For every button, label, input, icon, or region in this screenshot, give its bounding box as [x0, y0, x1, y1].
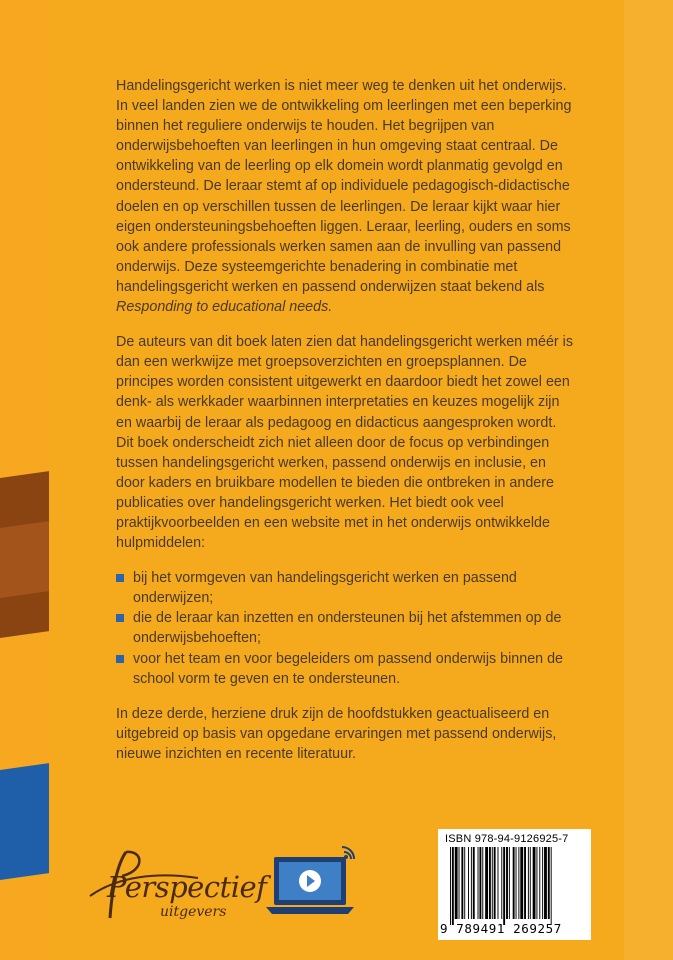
barcode-bar	[485, 847, 488, 919]
laptop-video-icon	[264, 841, 359, 921]
barcode-bar	[482, 847, 483, 919]
barcode-bar	[479, 847, 481, 919]
barcode-bar	[494, 847, 496, 919]
barcode-bar	[528, 847, 529, 919]
barcode-bar	[551, 847, 552, 925]
barcode-bar	[506, 847, 508, 919]
isbn-label: ISBN 978-94-9126925-7	[445, 833, 569, 845]
barcode-bar	[492, 847, 493, 919]
barcode-bar	[501, 847, 502, 919]
barcode-bar	[544, 847, 547, 919]
barcode-bar	[468, 847, 469, 919]
barcode-bar	[539, 847, 540, 919]
barcode-bar	[548, 847, 550, 919]
bullet-item: bij het vormgeven van handelingsgericht werken en passend onderwijzen;	[116, 568, 576, 608]
barcode-bar	[461, 847, 463, 919]
paragraph-2: De auteurs van dit boek laten zien dat handelingsgericht werken méér is dan een werkwijze met groepsoverzichten en groepsplannen. De principes worden consistent uitgewerkt en daardoor biedt het zowel een denk- als werkkader waarbinnen interpretaties en keuzes mogelijk zijn en waarbij de leraar als pedagoog en didacticus aangesproken wordt. Dit boek onderscheidt zich niet alleen door de focus op verbindingen tussen handelingsgericht werken, passend onderwijs en inclusie, en door kaders en bruikbare modellen te bieden die ontbreken in andere publicaties over handelingsgericht werken. Het biedt ook veel praktijkvoorbeelden en een website met in het onderwijs ontwikkelde hulpmiddelen:	[116, 334, 573, 552]
barcode-bar	[533, 847, 536, 919]
paragraph-1-italic: Responding to educational needs.	[116, 299, 333, 316]
bullet-item: die de leraar kan inzetten en ondersteunen bij het afstemmen op de onderwijsbehoeften;	[116, 608, 576, 648]
barcode-bar	[473, 847, 475, 919]
bullet-list	[116, 568, 576, 689]
barcode-bar	[498, 847, 499, 919]
barcode-bar	[520, 847, 523, 919]
back-cover-text	[116, 76, 576, 779]
barcode-bar	[455, 847, 458, 919]
barcode-bar	[518, 847, 519, 919]
barcode-bar	[450, 847, 451, 925]
publisher-subtitle: uitgevers	[160, 904, 227, 920]
barcode-bar	[459, 847, 460, 919]
barcode-bar	[509, 847, 510, 919]
paragraph-3: In deze derde, herziene druk zijn de hoofdstukken geactualiseerd en uitgebreid op basis van opgedane ervaringen met passend onderwijs, nieuwe inzichten en recente literatuur.	[116, 705, 557, 762]
publisher-logo	[88, 848, 267, 923]
publisher-name: Perspectief	[107, 870, 267, 904]
paragraph-1-text: Handelingsgericht werken is niet meer weg te denken uit het onderwijs. In veel landen zien we de ontwikkeling om leerlingen met een beperking binnen het reguliere onderwijs te houden. Het begrijpen van onderwijsbehoeften van leerlingen in hun omgeving staat centraal. De ontwikkeling van de leerling op elk domein wordt planmatig gevolgd en ondersteund. De leraar stemt af op individuele pedagogisch-didactische doelen en op verschillen tussen de leerlingen. De leraar kijkt waar hier eigen ondersteuningsbehoeften liggen. Leraar, leerling, ouders en soms ook andere professionals werken samen aan de invulling van passend onderwijs. Deze systeemgerichte benadering in combinatie met handelingsgericht werken en passend onderwijzen staat bekend als	[116, 78, 572, 295]
barcode-bar	[464, 847, 465, 919]
barcode-bar	[542, 847, 543, 919]
laptop-icon	[264, 841, 359, 921]
ean-number: 9 789491 269257	[440, 921, 562, 936]
bullet-item: voor het team en voor begeleiders om passend onderwijs binnen de school vorm te geven en te ondersteunen.	[116, 649, 576, 689]
right-edge	[624, 0, 673, 960]
barcode-bar	[452, 847, 454, 925]
barcode-bar	[524, 847, 526, 919]
barcode-bar	[530, 847, 531, 919]
paragraph-1	[116, 76, 576, 317]
barcode-bar	[489, 847, 491, 919]
barcode-bar	[478, 847, 479, 919]
barcode-bar	[503, 847, 505, 925]
barcode-bar	[513, 847, 515, 919]
barcode-bar	[516, 847, 517, 919]
barcode	[438, 829, 591, 940]
barcode-bar	[471, 847, 472, 919]
barcode-bar	[536, 847, 537, 919]
